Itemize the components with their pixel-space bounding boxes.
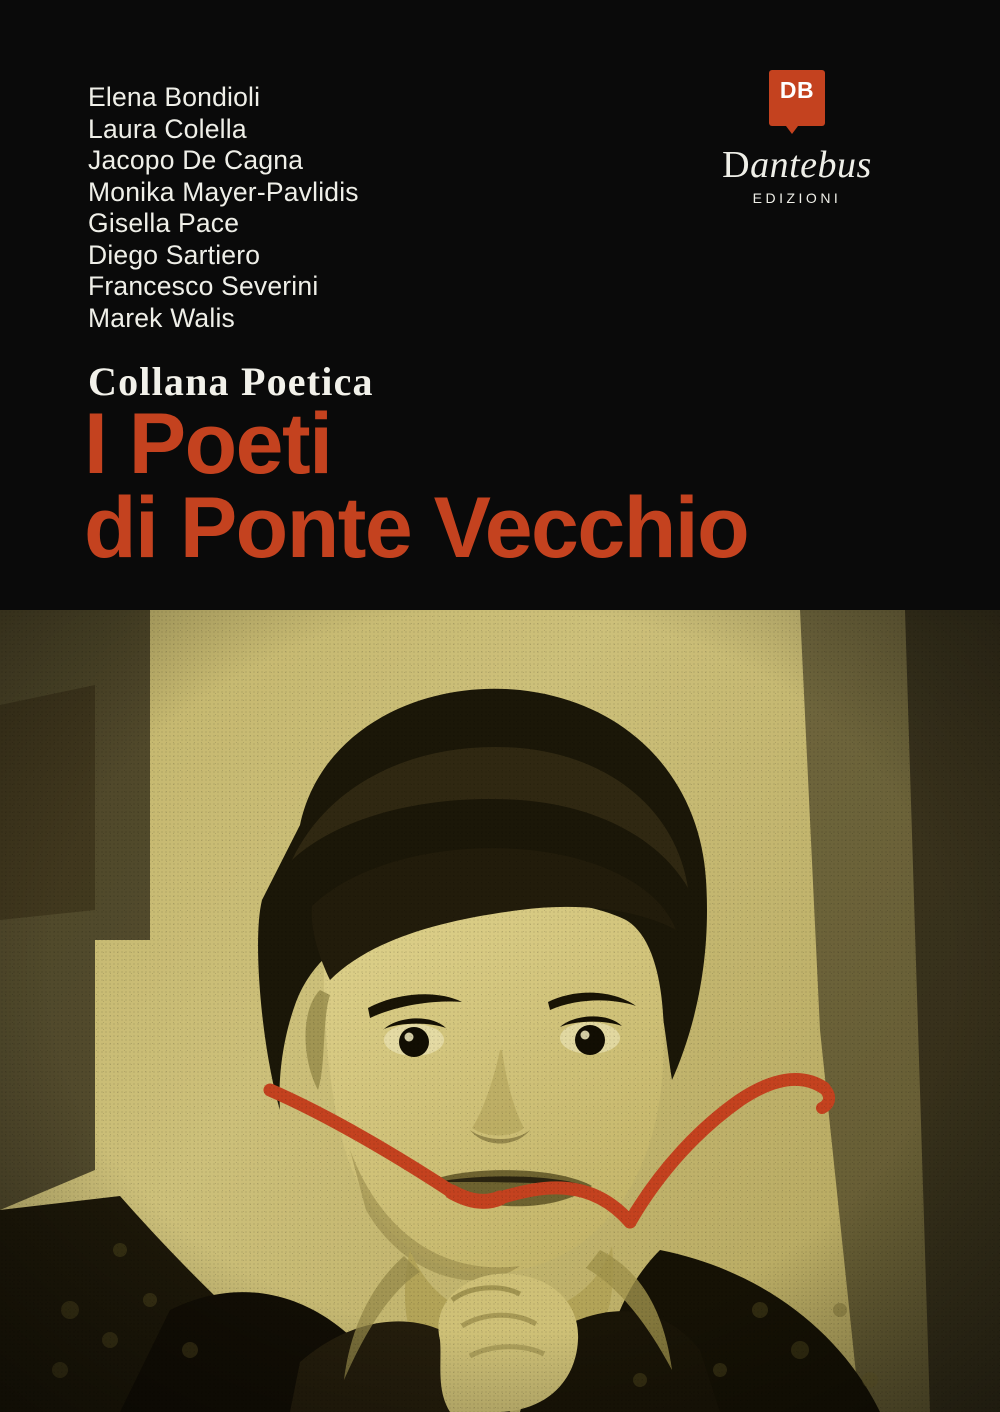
list-item: Gisella Pace — [88, 208, 240, 238]
list-item: Francesco Severini — [88, 271, 319, 301]
list-item: Elena Bondioli — [88, 82, 261, 112]
cover-photo — [0, 610, 1000, 1412]
list-item: Jacopo De Cagna — [88, 145, 304, 175]
publisher-logo — [682, 70, 912, 206]
portrait-illustration — [0, 610, 1000, 1412]
publisher-name-initial: D — [722, 144, 751, 186]
list-item: Monika Mayer-Pavlidis — [88, 176, 359, 207]
publisher-subtitle: EDIZIONI — [752, 190, 842, 206]
title-line-2: di Ponte Vecchio — [84, 480, 749, 576]
title-line-1: I Poeti — [84, 396, 332, 492]
cover-header — [0, 0, 1000, 610]
publisher-monogram: DB — [779, 77, 815, 103]
bookmark-icon — [769, 70, 825, 126]
publisher-name — [682, 144, 912, 186]
series-label: Collana Poetica — [88, 359, 374, 404]
list-item: Marek Walis — [88, 302, 235, 333]
author-list — [88, 82, 648, 334]
list-item: Laura Colella — [88, 113, 247, 144]
publisher-name-rest: antebus — [750, 144, 872, 186]
ribbon-tail-icon — [783, 122, 801, 134]
list-item: Diego Sartiero — [88, 239, 261, 270]
page-title — [84, 396, 749, 576]
